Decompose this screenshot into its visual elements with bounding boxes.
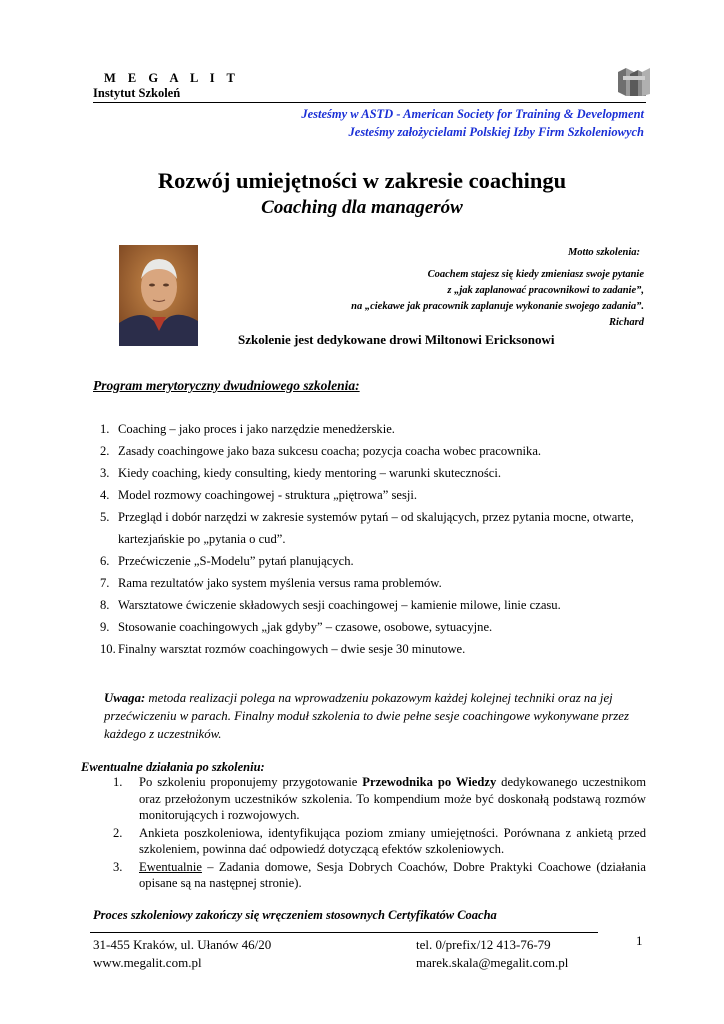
item-number: 6. [100,554,110,568]
list-item [100,418,680,440]
list-item [100,616,680,638]
item-text-part: – Zadania domowe, Sesja Dobrych Coachów, Dobre Praktyki Coachowe (działania opisane są na następnej stronie). [139,859,646,890]
tagline-astd: Jesteśmy w ASTD - American Society for Training & Development [301,107,644,121]
item-text-part: Po szkoleniu proponujemy przygotowanie [139,775,363,789]
list-item [100,594,680,616]
item-text: Przećwiczenie „S-Modelu” pytań planujących. [118,554,354,568]
item-text: Przegląd i dobór narzędzi w zakresie systemów pytań – od skalujących, przez pytania mocne, otwarte, kartezjańskie po „pytania o cud”. [118,510,634,546]
program-list [100,418,680,660]
page-title: Rozwój umiejętności w zakresie coachingu [157,168,567,193]
item-number: 8. [100,598,110,612]
item-number: 2. [113,825,123,840]
footer-address: 31-455 Kraków, ul. Ułanów 46/20 [93,937,272,952]
footer-address-block [93,936,271,972]
motto-author: Richard [608,317,644,328]
item-text-part: dedykowanego uczestnikom oraz przełożonym uczestników szkolenia. To kompendium może być doskonałą podstawą rozmów monitorujących i rozwojowych. [139,775,647,822]
megalit-logo-icon [616,66,652,98]
list-item [113,774,646,824]
motto-heading: Motto szkolenia: [567,247,640,258]
item-text: Stosowanie coachingowych „jak gdyby” – czasowe, osobowe, sytuacyjne. [118,620,493,634]
item-number: 4. [100,488,110,502]
item-number: 9. [100,620,110,634]
motto-line-1: Coachem stajesz się kiedy zmieniasz swoje pytanie [427,269,644,280]
item-text: Ankieta poszkoleniowa, identyfikująca poziom zmiany umiejętności. Porównana z ankietą przed szkoleniem, powinna dać odpowiedź dotyczącą efektów szkoleniowych. [139,825,646,856]
institute-name: Instytut Szkoleń [93,86,181,100]
item-number: 7. [100,576,110,590]
item-text: Zasady coachingowe jako baza sukcesu coacha; pozycja coacha wobec pracownika. [118,444,542,458]
closing-statement: Proces szkoleniowy zakończy się wręczeniem stosownych Certyfikatów Coacha [93,908,497,922]
list-item [100,638,680,660]
item-text: Warsztatowe ćwiczenie składowych sesji coachingowej – kamienie milowe, linie czasu. [118,598,561,612]
after-training-heading: Ewentualne działania po szkoleniu: [81,760,265,774]
item-number: 1. [100,422,110,436]
footer-email[interactable]: marek.skala@megalit.com.pl [416,955,569,970]
list-item [100,484,680,506]
list-item [100,506,680,550]
list-item [100,550,680,572]
item-text [139,859,646,892]
list-item [100,462,680,484]
item-number: 3. [100,466,110,480]
item-text: Coaching – jako proces i jako narzędzie menedżerskie. [118,422,395,436]
brand-name: M E G A L I T [104,71,240,85]
note-text: metoda realizacji polega na wprowadzeniu pokazowym każdej kolejnej techniki oraz na jej przećwiczeniu w parach. Finalny moduł szkolenia to dwie pełne sesje coachingowe wykonywane przez każdego z uczestników. [104,691,629,741]
footer-website[interactable]: www.megalit.com.pl [93,955,202,970]
item-number: 5. [100,510,110,524]
item-number: 10. [100,642,116,656]
item-text-bold: Przewodnika po Wiedzy [362,775,497,789]
item-text: Kiedy coaching, kiedy consulting, kiedy mentoring – warunki skuteczności. [118,466,501,480]
tagline-pifs: Jesteśmy założycielami Polskiej Izby Firm Szkoleniowych [348,125,644,139]
page-subtitle: Coaching dla managerów [261,197,463,218]
footer-divider [90,932,598,933]
page-number: 1 [636,933,643,948]
item-text: Model rozmowy coachingowej - struktura „piętrowa” sesji. [118,488,418,502]
footer-phone: tel. 0/prefix/12 413-76-79 [416,937,551,952]
header-divider [93,102,646,103]
motto-line-2: z „jak zaplanować pracownikowi to zadanie”, [447,285,644,296]
after-training-list [113,774,646,893]
dedication: Szkolenie jest dedykowane drowi Miltonowi Ericksonowi [238,332,555,347]
list-item [113,825,646,858]
item-text: Finalny warsztat rozmów coachingowych – dwie sesje 30 minutowe. [118,642,466,656]
item-text: Rama rezultatów jako system myślenia versus rama problemów. [118,576,442,590]
item-number: 2. [100,444,110,458]
list-item [113,859,646,892]
item-text-underlined: Ewentualnie [139,859,202,874]
footer-contact-block [416,936,568,972]
list-item [100,440,680,462]
list-item [100,572,680,594]
item-number: 3. [113,859,123,874]
method-note [104,689,649,743]
portrait-photo [119,245,198,346]
program-heading: Program merytoryczny dwudniowego szkolenia: [93,378,360,393]
item-text [139,774,646,824]
motto-line-3: na „ciekawe jak pracownik zaplanuje wykonanie swojego zadania”. [351,301,644,312]
item-number: 1. [113,775,123,789]
note-label: Uwaga: [104,691,146,705]
